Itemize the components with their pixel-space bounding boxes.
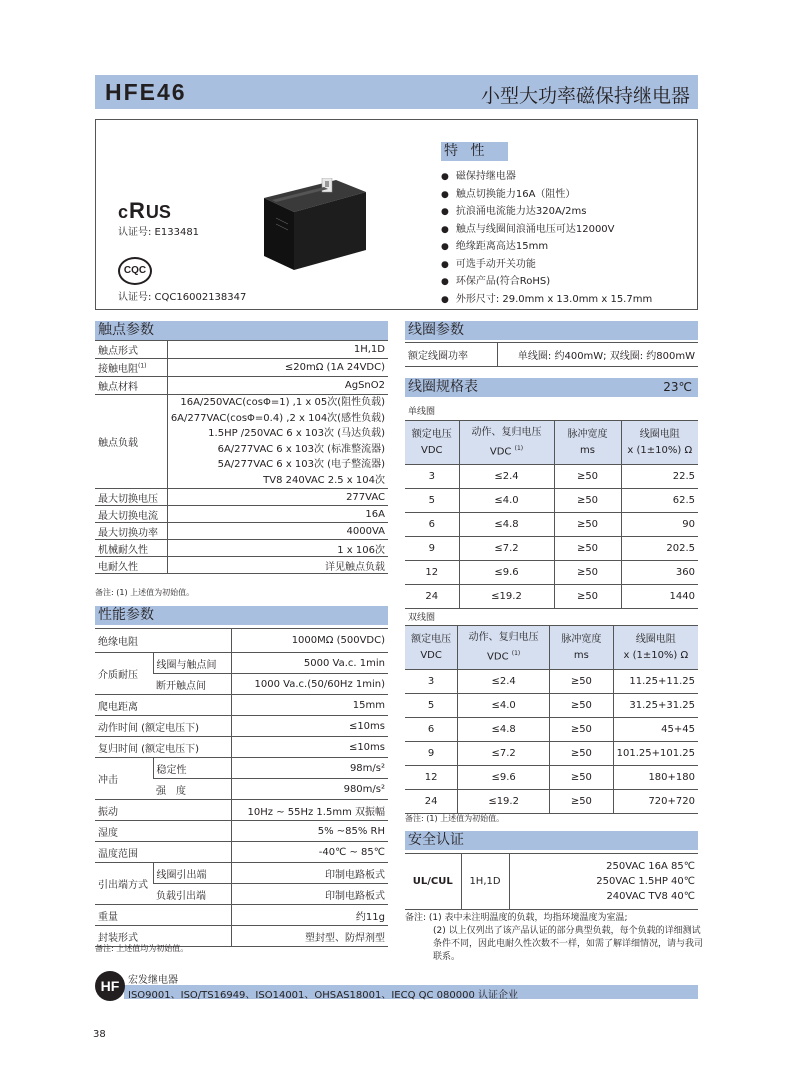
table-row: 触点材料 AgSnO2: [95, 377, 388, 395]
table-row: 6 ≤4.8 ≥50 90: [405, 513, 698, 537]
table-row: 触点形式 1H,1D: [95, 341, 388, 359]
features-list: [441, 168, 652, 308]
safety-section-title: 安全认证: [405, 831, 698, 850]
table-row: 重量 约11g: [95, 905, 388, 926]
ul-cert-number: 认证号: E133481: [118, 227, 200, 238]
table-row: 介质耐压 线圈与触点间 5000 Va.c. 1min: [95, 653, 388, 674]
safety-rating: 250VAC 16A 85℃: [606, 861, 695, 872]
cqc-cert-number: 认证号: CQC16002138347: [118, 292, 247, 303]
contact-table: [95, 340, 388, 574]
safety-rating: 250VAC 1.5HP 40℃: [596, 876, 695, 887]
table-row: 负载引出端 印制电路板式: [95, 884, 388, 905]
coil-spec-section-title: 线圈规格表 23℃: [405, 378, 698, 397]
feature-item: ● 环保产品(符合RoHS): [441, 273, 652, 291]
feature-item: ● 可选手动开关功能: [441, 256, 652, 274]
cqc-logo: CQC: [118, 257, 152, 285]
table-row: 温度范围 -40℃ ~ 85℃: [95, 842, 388, 863]
safety-note-1: 备注: (1) 表中未注明温度的负载，均指环境温度为室温;: [405, 913, 628, 923]
safety-rating: 240VAC TV8 40℃: [606, 891, 695, 902]
double-coil-table: [405, 625, 698, 814]
table-row: 最大切换电流 16A: [95, 506, 388, 523]
coil-spec-temperature: 23℃: [663, 380, 692, 394]
product-name: 小型大功率磁保持继电器: [480, 85, 690, 107]
features-title: 特 性: [441, 142, 508, 161]
load-line: TV8 240VAC 2.5 x 104次: [263, 474, 385, 486]
table-row: 5 ≤4.0 ≥50 31.25+31.25: [405, 694, 698, 718]
table-row: 额定线圈功率 单线圈: 约400mW; 双线圈: 约800mW: [405, 343, 698, 367]
table-row: 最大切换功率 4000VA: [95, 523, 388, 540]
table-row: 断开触点间 1000 Va.c.(50/60Hz 1min): [95, 674, 388, 695]
table-row: 5 ≤4.0 ≥50 62.5: [405, 489, 698, 513]
table-row: 绝缘电阻 1000MΩ (500VDC): [95, 629, 388, 653]
performance-note: 备注: 上述值均为初始值。: [95, 944, 189, 953]
table-row: 9 ≤7.2 ≥50 101.25+101.25: [405, 742, 698, 766]
table-row: 冲击 稳定性 98m/s²: [95, 758, 388, 779]
table-row: 机械耐久性 1 x 106次: [95, 540, 388, 557]
feature-item: ● 触点与线圈间浪涌电压可达12000V: [441, 221, 652, 239]
safety-table: [405, 853, 698, 910]
safety-note-2: (2) 以上仅列出了该产品认证的部分典型负载，每个负载的详细测试条件不同，因此电耐久性次数不一样，如需了解详细情况，请与我司联系。: [433, 926, 704, 962]
load-line: 5A/277VAC 6 x 103次 (电子整流器): [217, 459, 385, 470]
title-bar: [95, 75, 698, 109]
overview-box: [95, 119, 698, 310]
load-line: 16A/250VAC(cosΦ=1) ,1 x 05次(阻性负载): [180, 397, 385, 408]
table-row: 复归时间 (额定电压下) ≤10ms: [95, 737, 388, 758]
contact-note: 备注: (1) 上述值为初始值。: [95, 588, 195, 597]
feature-item: ● 磁保持继电器: [441, 168, 652, 186]
table-row: 振动 10Hz ~ 55Hz 1.5mm 双振幅: [95, 800, 388, 821]
product-model: HFE46: [105, 79, 187, 105]
table-row: 3 ≤2.4 ≥50 22.5: [405, 465, 698, 489]
double-coil-label: 双线圈: [408, 613, 436, 623]
table-row: 9 ≤7.2 ≥50 202.5: [405, 537, 698, 561]
coil-spec-note: 备注: (1) 上述值为初始值。: [405, 814, 505, 823]
table-row: 动作时间 (额定电压下) ≤10ms: [95, 716, 388, 737]
performance-table: [95, 628, 388, 947]
single-coil-label: 单线圈: [408, 407, 436, 417]
feature-item: ● 抗浪涌电流能力达320A/2ms: [441, 203, 652, 221]
table-row: 强 度 980m/s²: [95, 779, 388, 800]
table-row: 最大切换电压 277VAC: [95, 489, 388, 506]
table-row: 3 ≤2.4 ≥50 11.25+11.25: [405, 670, 698, 694]
table-row: 触点负载 16A/250VAC(cosΦ=1) ,1 x 05次(阻性负载) 6A/277VAC(cosΦ=0.4) ,2 x 104次(感性负载) 1.5HP /250VAC 6 x 103次 (马达负载) 6A/277VAC 6 x 103次 (标准整流器) 5A/277VAC 6 x 103次 (电子整流器) TV8 240VAC 2.5 x 104次: [95, 395, 388, 489]
safety-notes: [405, 912, 705, 964]
table-row: UL/CUL 1H,1D 250VAC 16A 85℃ 250VAC 1.5HP 40℃ 240VAC TV8 40℃: [405, 854, 698, 910]
footer-company: 宏发继电器: [128, 975, 178, 986]
performance-section-title: 性能参数: [95, 606, 388, 625]
load-line: 6A/277VAC 6 x 103次 (标准整流器): [217, 443, 385, 455]
page-number: 38: [93, 1029, 106, 1040]
single-coil-table: [405, 420, 698, 609]
table-row: 24 ≤19.2 ≥50 1440: [405, 585, 698, 609]
table-header-row: 额定电压 VDC 动作、复归电压 VDC $^{(1)}$ 脉冲宽度 ms 线圈电阻 x (1±10%) Ω: [405, 421, 698, 465]
contact-section-title: 触点参数: [95, 321, 388, 340]
table-row: 12 ≤9.6 ≥50 360: [405, 561, 698, 585]
table-row: 接触电阻$^{(1)}$ ≤20mΩ (1A 24VDC): [95, 359, 388, 377]
table-row: 电耐久性 详见触点负载: [95, 557, 388, 574]
table-row: 引出端方式 线圈引出端 印制电路板式: [95, 863, 388, 884]
ul-logo: cRUS: [118, 198, 171, 223]
coil-section-title: 线圈参数: [405, 321, 698, 340]
table-row: 12 ≤9.6 ≥50 180+180: [405, 766, 698, 790]
feature-item: ● 绝缘距离高达15mm: [441, 238, 652, 256]
load-line: 1.5HP /250VAC 6 x 103次 (马达负载): [208, 428, 385, 439]
table-row: 爬电距离 15mm: [95, 695, 388, 716]
table-row: 封装形式 塑封型、防焊剂型: [95, 926, 388, 947]
hongfa-logo: HF: [95, 971, 125, 1001]
table-row: 6 ≤4.8 ≥50 45+45: [405, 718, 698, 742]
load-line: 6A/277VAC(cosΦ=0.4) ,2 x 104次(感性负载): [170, 412, 385, 424]
footer-iso-line: ISO9001、ISO/TS16949、ISO14001、OHSAS18001、IECQ QC 080000 认证企业: [128, 990, 519, 1001]
feature-item: ● 外形尺寸: 29.0mm x 13.0mm x 15.7mm: [441, 291, 652, 309]
table-header-row: 额定电压 VDC 动作、复归电压 VDC $^{(1)}$ 脉冲宽度 ms 线圈电阻 x (1±10%) Ω: [405, 626, 698, 670]
feature-item: ● 触点切换能力16A（阻性）: [441, 186, 652, 204]
table-row: 24 ≤19.2 ≥50 720+720: [405, 790, 698, 814]
relay-product-image: [264, 178, 366, 270]
table-row: 湿度 5% ~85% RH: [95, 821, 388, 842]
coil-table: [405, 342, 698, 367]
